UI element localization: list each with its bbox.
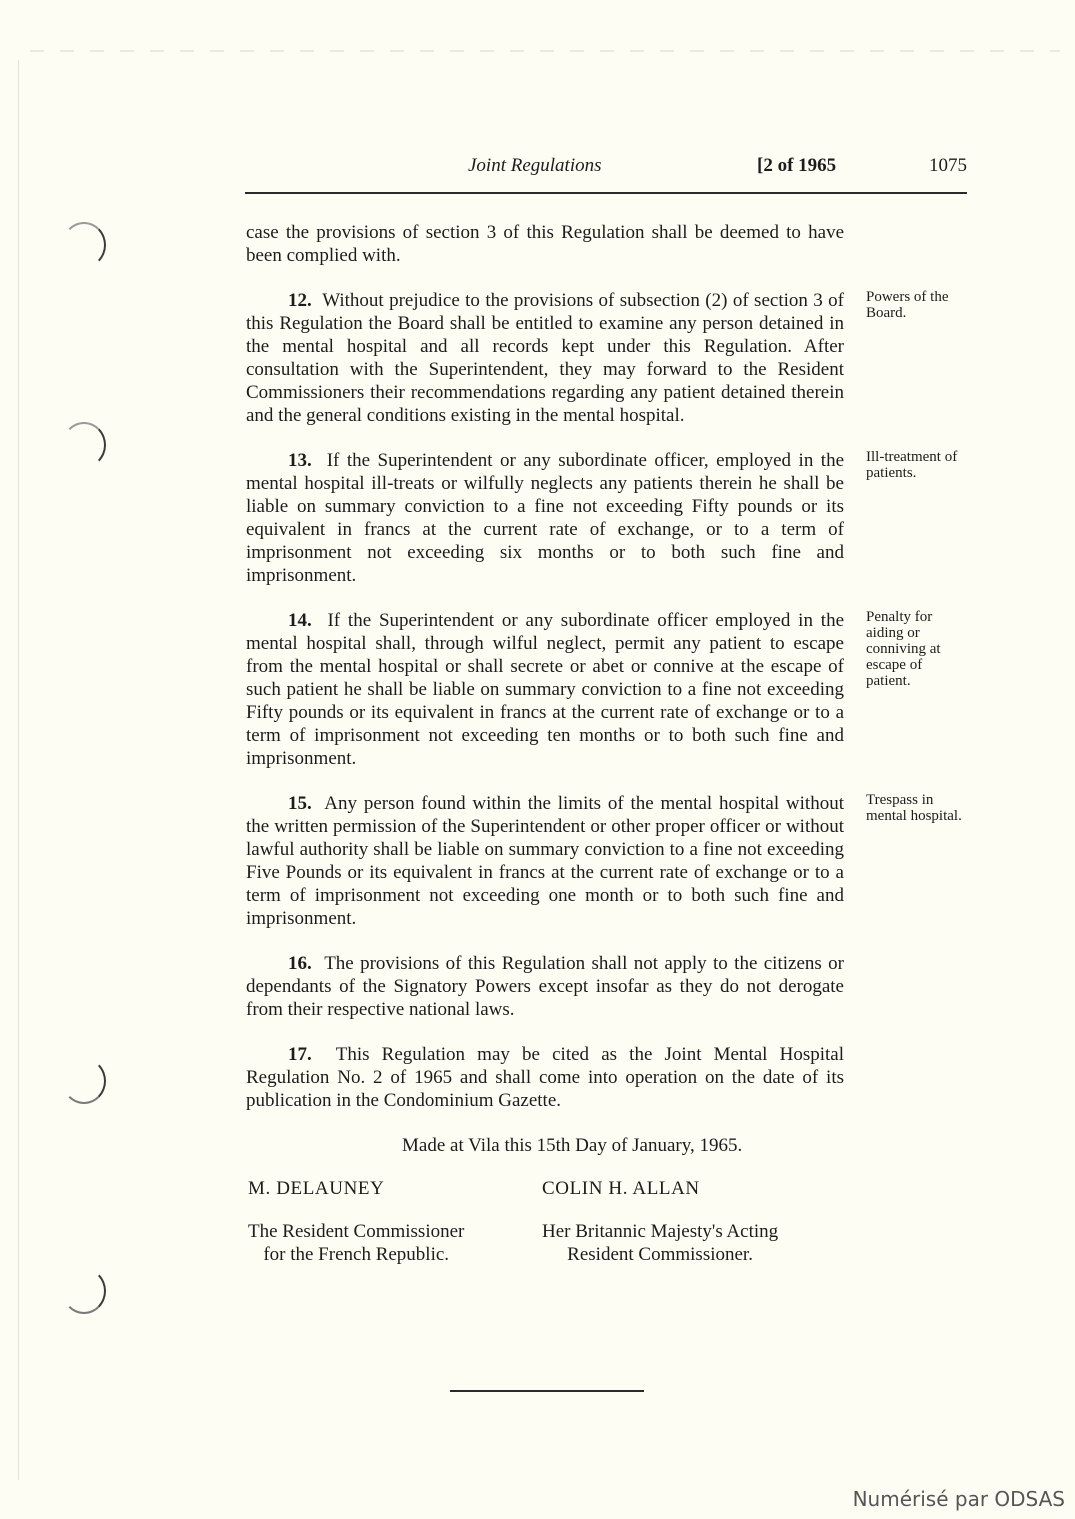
signatory-title: Her Britannic Majesty's Acting [542,1221,779,1242]
signatures [246,1177,966,1287]
section-paragraph [246,1043,844,1112]
signatory-title: Resident Commissioner. [567,1244,753,1265]
section-number: 14. [288,610,312,631]
punch-hole-mark [62,222,106,268]
margin-note: Powers of the Board. [866,289,949,321]
signatory-title: for the French Republic. [263,1244,450,1265]
section-text: If the Superintendent or any subordinate officer, employed in the mental hospital ill-treats or wilfully neglects any patients therein he shall be liable on summary conviction to a fine not exceeding Fifty pounds or its equivalent in francs at the current rate of exchange, or to a term of imprisonment not exceeding six months or to both such fine and imprisonment. [246,450,845,586]
margin-note: Trespass in mental hospital. [866,792,962,824]
section-paragraph [246,289,844,427]
section-paragraph [246,952,844,1021]
end-rule [450,1390,644,1392]
section-16 [246,952,844,1021]
digitization-credit: Numérisé par ODSAS [852,1487,1065,1511]
scan-edge [18,60,19,1480]
section-text: case the provisions of section 3 of this Regulation shall be deemed to have been complied with. [246,222,844,266]
section-paragraph [246,792,844,930]
section-number: 12. [288,290,312,311]
section-number: 17. [288,1044,312,1065]
section-text: This Regulation may be cited as the Joint Mental Hospital Regulation No. 2 of 1965 and shall come into operation on the date of its publication in the Condominium Gazette. [246,1044,844,1111]
header-rule [245,192,967,194]
margin-note: Penalty for aiding or conniving at escape of patient. [866,609,941,689]
section-text: Any person found within the limits of the mental hospital without the written permission of the Superintendent or other proper officer or without lawful authority shall be liable on summary conviction to a fine not exceeding Five Pounds or its equivalent in francs at the current rate of exchange or to a term of imprisonment not exceeding one month or to both such fine and imprisonment. [246,793,844,929]
signatory-title: The Resident Commissioner [248,1221,465,1242]
made-at-line: Made at Vila this 15th Day of January, 1965. [402,1135,743,1156]
section-text: Without prejudice to the provisions of subsection (2) of section 3 of this Regulation the Board shall be entitled to examine any person detained in the mental hospital and all records kept under this Regulation. After consultation with the Superintendent, they may forward to the Resident Commissioners their recommendations regarding any patient detained therein and the general conditions existing in the mental hospital. [246,290,844,426]
section-paragraph [246,609,844,770]
regulation-body [246,221,966,1287]
section-number: 13. [288,450,312,471]
header-regulation-number: [2 of 1965 [757,155,837,176]
scan-smudge [30,50,1060,52]
margin-note: Ill-treatment of patients. [866,449,958,481]
signatory-french [248,1177,464,1266]
punch-hole-mark [62,1268,106,1314]
punch-hole-mark [62,1058,106,1104]
section-17 [246,1043,844,1112]
section-number: 15. [288,793,312,814]
section-paragraph [246,449,844,587]
page-number: 1075 [929,155,967,176]
section-13 [246,449,958,587]
section-15 [246,792,962,930]
section-12 [246,289,949,427]
signatory-british [542,1177,778,1266]
section-14 [246,609,941,770]
punch-hole-mark [62,422,106,468]
section-continuation [246,221,844,267]
header-title: Joint Regulations [468,155,602,176]
section-number: 16. [288,953,312,974]
section-text: If the Superintendent or any subordinate officer employed in the mental hospital shall, through wilful neglect, permit any patient to escape from the mental hospital or shall secrete or abet or connive at the escape of such patient he shall be liable on summary conviction to a fine not exceeding Fifty pounds or its equivalent in francs at the current rate of exchange or to a term of imprisonment not exceeding ten months or to both such fine and imprisonment. [246,610,845,769]
signatory-name: COLIN H. ALLAN [542,1178,700,1199]
signatory-name: M. DELAUNEY [248,1178,385,1199]
section-text: The provisions of this Regulation shall not apply to the citizens or dependants of the Signatory Powers except insofar as they do not derogate from their respective national laws. [246,953,844,1020]
running-header [245,155,967,181]
